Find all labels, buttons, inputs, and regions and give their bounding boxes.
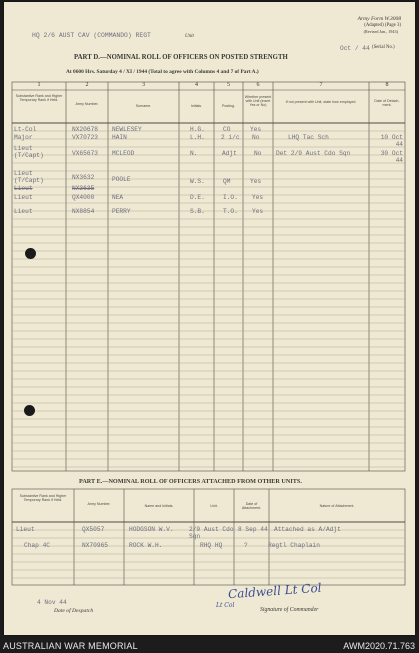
- cell-army-number: QX4000: [72, 194, 95, 201]
- cell-unit: 2/9 Aust Cdo Sqn: [189, 526, 234, 540]
- cell-unit: RHQ HQ: [200, 542, 223, 549]
- col-header-army-number: Army Number.: [75, 102, 99, 106]
- cell-name: HODGSON W.V.: [129, 526, 174, 533]
- col-header-present: Whether present with Unit (insert Yes or No): [244, 95, 272, 108]
- cell-posting: CO: [223, 126, 231, 133]
- cell-attach-nature: Attached as A/Adjt: [274, 526, 341, 533]
- cell-army-number: NX3632: [72, 174, 95, 181]
- cell-posting: Adjt: [222, 150, 237, 157]
- form-page: [4, 2, 415, 635]
- cell-rank: Chap 4C: [24, 542, 50, 549]
- despatch-date: 4 Nov 44: [37, 599, 67, 606]
- col-header-attach-date: Date of Attachment.: [241, 502, 262, 511]
- cell-rank: Major: [14, 134, 33, 141]
- cell-employment: LHQ Tac Sch: [288, 134, 329, 141]
- cell-rank: Lieut: [14, 194, 33, 201]
- cell-rank: Lieut: [14, 185, 33, 192]
- cell-rank: Lt-Col: [14, 126, 37, 133]
- cell-rank: Lieut: [14, 208, 33, 215]
- cell-present: No: [252, 134, 260, 141]
- cell-present: Yes: [252, 208, 264, 215]
- form-adapted: (Adapted) (Page 3): [364, 23, 401, 28]
- cell-initials: D.E.: [190, 194, 205, 201]
- col-number: 8: [385, 82, 389, 88]
- cell-army-number: VX65673: [72, 150, 98, 157]
- cell-posting: T.O.: [223, 208, 238, 215]
- col-number: 1: [37, 82, 41, 88]
- form-number: Army Form W.3008: [357, 16, 401, 22]
- col-header-name: Name and Initials.: [144, 504, 174, 508]
- cell-attach-date: 8 Sep 44: [238, 526, 268, 533]
- form-revised: (Revised Jan., 1943): [363, 29, 398, 34]
- cell-surname: NEA: [112, 194, 124, 201]
- cell-initials: H.G.: [190, 126, 205, 133]
- cell-army-number: NX20678: [72, 126, 98, 133]
- cell-rank: Lieut (T/Capt): [14, 170, 44, 184]
- commander-signature-sub: Lt Col: [216, 602, 235, 609]
- cell-attach-nature: Regtl Chaplain: [268, 542, 320, 549]
- col-header-posting: Posting.: [222, 104, 235, 108]
- cell-rank: Lieut: [16, 526, 35, 533]
- part-d-title: PART D.—NOMINAL ROLL OF OFFICERS ON POSTED STRENGTH: [74, 54, 288, 61]
- cell-posting: QM: [223, 178, 231, 185]
- cell-surname: PERRY: [112, 208, 131, 215]
- cell-initials: S.B.: [190, 208, 205, 215]
- cell-present: Yes: [252, 194, 264, 201]
- col-number: 6: [256, 82, 260, 88]
- unit-label: Unit: [185, 34, 194, 39]
- cell-initials: L.H.: [190, 134, 205, 141]
- col-header-detachment: Date of Detach-ment.: [374, 99, 400, 108]
- cell-army-number: VX70723: [72, 134, 98, 141]
- cell-surname: NEWLESEY: [112, 126, 142, 133]
- col-header-employment: If not present with Unit, state how employed.: [285, 100, 357, 104]
- cell-employment: Det 2/9 Aust Cdo Sqn: [276, 150, 351, 157]
- col-number: 5: [227, 82, 230, 88]
- archive-name: AUSTRALIAN WAR MEMORIAL: [3, 641, 138, 651]
- col-header-initials: Initials.: [190, 104, 203, 108]
- cell-army-number: NX8854: [72, 208, 95, 215]
- cell-detachment: 30 Oct 44: [380, 150, 403, 164]
- col-number: 4: [195, 82, 198, 88]
- cell-detachment: 10 Oct 44: [380, 134, 403, 148]
- col-number: 3: [142, 82, 145, 88]
- archive-bar: [0, 638, 419, 653]
- cell-initials: W.S.: [190, 178, 205, 185]
- unit-name: HQ 2/6 AUST CAV (COMMANDO) REGT: [32, 32, 151, 39]
- signature-label: Signature of Commander: [260, 607, 319, 613]
- cell-surname: POOLE: [112, 176, 131, 183]
- cell-surname: HAIN: [112, 134, 127, 141]
- cell-present: No: [254, 150, 262, 157]
- part-e-rows: [4, 2, 415, 635]
- serial-label: (Serial No.): [372, 45, 395, 50]
- cell-posting: I.O.: [223, 194, 238, 201]
- cell-present: Yes: [250, 126, 262, 133]
- col-header-rank: Substantive Rank and Higher Temporary Rank if Held.: [19, 494, 67, 503]
- col-header-attach-nature: Nature of Attachment.: [319, 504, 355, 508]
- despatch-date-label: Date of Despatch: [54, 608, 94, 614]
- col-header-unit: Unit.: [210, 504, 218, 508]
- col-header-rank: Substantive Rank and Higher Temporary Rank if Held.: [15, 94, 63, 103]
- cell-rank: Lieut (T/Capt): [14, 145, 44, 159]
- cell-army-number: NX70965: [82, 542, 108, 549]
- cell-present: Yes: [250, 178, 262, 185]
- cell-attach-date: ?: [244, 542, 248, 549]
- col-number: 7: [319, 82, 323, 88]
- cell-name: ROCK W.H.: [129, 542, 163, 549]
- part-d-subtitle: At 0600 Hrs. Saturday 4 / XI / 1944 (Total to agree with Columns 4 and 7 of Part A.): [66, 69, 259, 75]
- cell-army-number: NX3635: [72, 185, 95, 192]
- cell-surname: MCLEOD: [112, 150, 135, 157]
- cell-army-number: QX5057: [82, 526, 105, 533]
- commander-signature: Caldwell Lt Col: [227, 580, 322, 602]
- cell-posting: 2 i/c: [221, 134, 240, 141]
- part-e-title: PART E.—NOMINAL ROLL OF OFFICERS ATTACHED FROM OTHER UNITS.: [79, 478, 302, 485]
- serial-date: Oct / 44: [340, 45, 370, 52]
- cell-initials: N.: [190, 150, 198, 157]
- archive-id: AWM2020.71.763: [343, 641, 415, 651]
- col-header-surname: Surname.: [135, 104, 152, 108]
- col-number: 2: [85, 82, 89, 88]
- col-header-army-number: Army Number.: [87, 502, 111, 506]
